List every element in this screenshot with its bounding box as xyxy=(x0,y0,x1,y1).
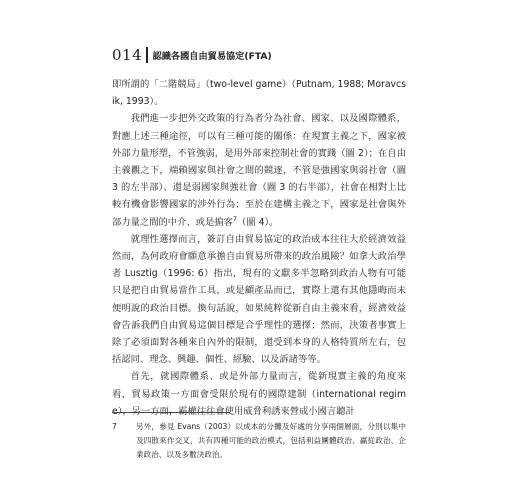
body-text xyxy=(112,76,406,420)
paragraph-international-system: 首先，就國際體系、或是外部力量而言，從新現實主義的角度來看，貿易政策一方面會受限於現有的國際建制（international regime），另一方面，霸權往往會使用威脅利誘來營成小國言聽計 xyxy=(112,371,406,417)
footnote-number: 7 xyxy=(112,422,117,431)
paragraph-continuation: 即所謂的「二階競局」（two-level game）（Putnam, 1988; Moravcsik, 1993）。 xyxy=(112,79,406,108)
footnote-reference: 7 xyxy=(232,214,238,223)
running-header xyxy=(112,44,272,66)
paragraph-rational-choice: 就理性選擇而言，簽訂自由貿易協定的政治成本往往大於經濟效益然而，為何政府會願意承擔自由貿易所帶來的政治風險？如拿大政治學者 Lusztig（1996: 6）指出，現有的文獻多半忽略到政治人物有可能只是把自由貿易當作工具，或是顧產品而已，實際上還有其他隱晦而未便明說的政治目標。換句話說，如果純粹從新自由主義來看，經濟效益會告訴我們自由貿易這個目標是合乎理性的選擇；然而，決策者事實上除了必須面對各種來自內外的限制，還受到本身的人格特質所左右，包括認同、理念、興趣、個性、經驗、以及訴諸等等。 xyxy=(112,233,406,366)
paragraph-actors xyxy=(112,110,406,230)
footnote xyxy=(112,420,406,462)
book-title: 認識各國自由貿易協定(FTA) xyxy=(152,51,272,62)
footnote-divider xyxy=(112,412,230,413)
paragraph-actors-end: （圖 4）。 xyxy=(237,216,279,228)
paragraph-actors-text: 我們進一步把外交政策的行為者分為社會、國家、以及國際體系，對應上述三種途徑，可以有三種可能的關係：在現實主義之下，國家被外部力量形塑，不管強弱，是用外部來控制社會的實踐（圖 2）；在自由主義觀之下，端賴國家與社會之間的競逐，不管是強國家與弱社會（圖 3 的左半部）、還是弱國家與強社會（圖 3 的右半部），社會在相對上比較有機會影響國家的涉外行為；至於在建構主義之下，國家是社會與外部力量之間的中介、或是掮客 xyxy=(112,113,406,228)
header-divider xyxy=(146,47,147,63)
page-number: 014 xyxy=(112,46,143,64)
footnote-text: 另外，參見 Evans（2003）以成本的分攤及好處的分享兩個層面，分別以集中及四散來作交叉，共有四種可能的政治模式，包括利益團體政治、贏從政治、企業政治、以及多數決政治。 xyxy=(136,422,406,459)
